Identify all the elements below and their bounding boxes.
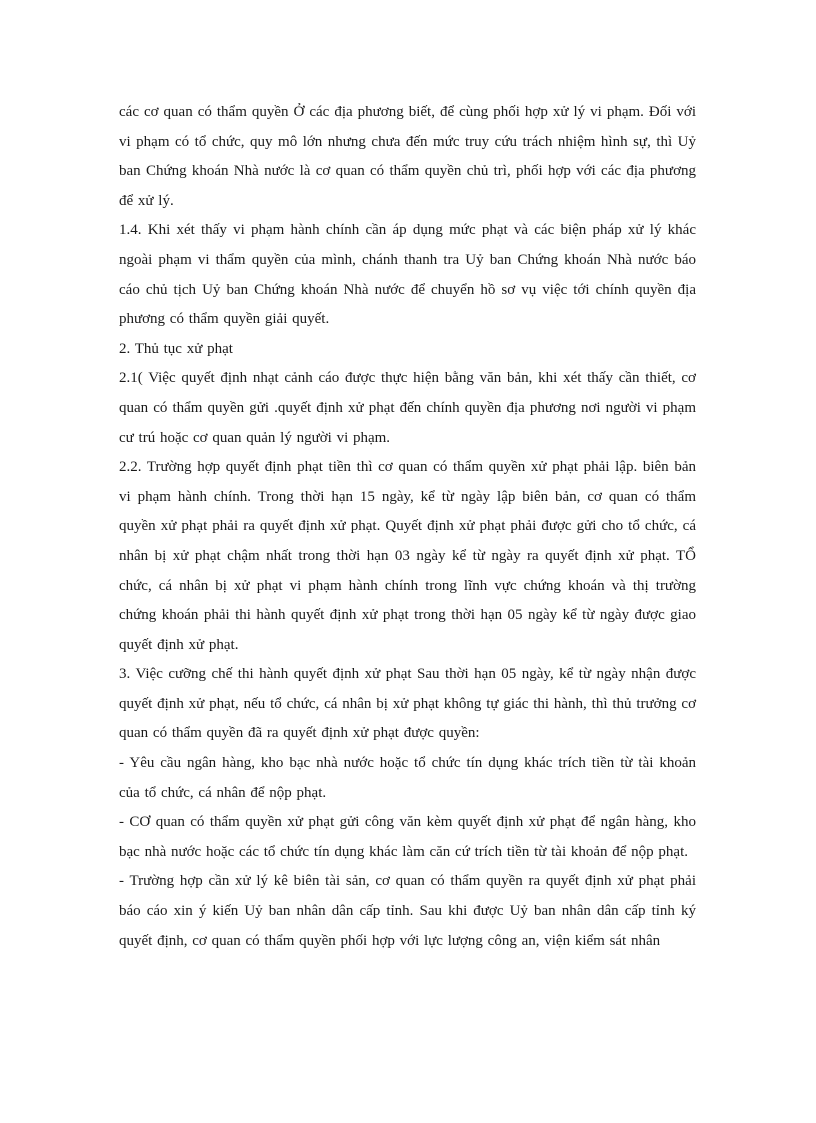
list-item-official-letter: - CƠ quan có thẩm quyền xử phạt gửi công văn kèm quyết định xử phạt để ngân hàng, kho bạc nhà nước hoặc các tổ chức tín dụng khác làm căn cứ trích tiền từ tài khoản để nộp phạt.: [119, 814, 696, 860]
paragraph-3: 3. Việc cưỡng chế thi hành quyết định xử phạt Sau thời hạn 05 ngày, kể từ ngày nhận được quyết định xử phạt, nếu tổ chức, cá nhân bị xử phạt không tự giác thi hành, thì thủ trưởng cơ quan có thẩm quyền đã ra quyết định xử phạt được quyền:: [119, 666, 696, 742]
paragraph-2-2: 2.2. Trường hợp quyết định phạt tiền thì cơ quan có thẩm quyền xử phạt phải lập. biên bản vi phạm hành chính. Trong thời hạn 15 ngày, kể từ ngày lập biên bản, cơ quan có thẩm quyền xử phạt phải ra quyết định xử phạt. Quyết định xử phạt phải được gửi cho tổ chức, cá nhân bị xử phạt chậm nhất trong thời hạn 03 ngày kể từ ngày ra quyết định xử phạt. TỔ chức, cá nhân bị xử phạt vi phạm hành chính trong lĩnh vực chứng khoán và thị trường chứng khoán phải thi hành quyết định xử phạt trong thời hạn 05 ngày kể từ ngày được giao quyết định xử phạt.: [119, 459, 696, 653]
paragraph-2-1: 2.1( Việc quyết định nhạt cảnh cáo được thực hiện bằng văn bản, khi xét thấy cần thiết, cơ quan có thẩm quyền gửi .quyết định xử phạt đến chính quyền địa phương nơi người vi phạm cư trú hoặc cơ quan quản lý người vi phạm.: [119, 370, 696, 446]
paragraph-continuation: các cơ quan có thẩm quyền Ở các địa phương biết, để cùng phối hợp xử lý vi phạm. Đối với vi phạm có tổ chức, quy mô lớn nhưng chưa đến mức truy cứu trách nhiệm hình sự, thì Uỷ ban Chứng khoán Nhà nước là cơ quan có thẩm quyền chủ trì, phối hợp với các địa phương để xử lý.: [119, 104, 696, 209]
list-item-asset-seizure: - Trường hợp cần xử lý kê biên tài sản, cơ quan có thẩm quyền ra quyết định xử phạt phải báo cáo xin ý kiến Uỷ ban nhân dân cấp tỉnh. Sau khi được Uỷ ban nhân dân cấp tỉnh ký quyết định, cơ quan có thẩm quyền phối hợp với lực lượng công an, viện kiểm sát nhân: [119, 873, 696, 949]
list-item-bank-request: - Yêu cầu ngân hàng, kho bạc nhà nước hoặc tổ chức tín dụng khác trích tiền từ tài khoản của tổ chức, cá nhân để nộp phạt.: [119, 755, 696, 801]
paragraph-1-4: 1.4. Khi xét thấy vi phạm hành chính cần áp dụng mức phạt và các biện pháp xử lý khác ngoài phạm vi thẩm quyền của mình, chánh thanh tra Uỷ ban Chứng khoán Nhà nước báo cáo chủ tịch Uỷ ban Chứng khoán Nhà nước để chuyển hồ sơ vụ việc tới chính quyền địa phương có thẩm quyền giải quyết.: [119, 222, 696, 328]
document-body: [119, 98, 696, 956]
section-heading-procedure: 2. Thủ tục xử phạt: [119, 340, 233, 357]
